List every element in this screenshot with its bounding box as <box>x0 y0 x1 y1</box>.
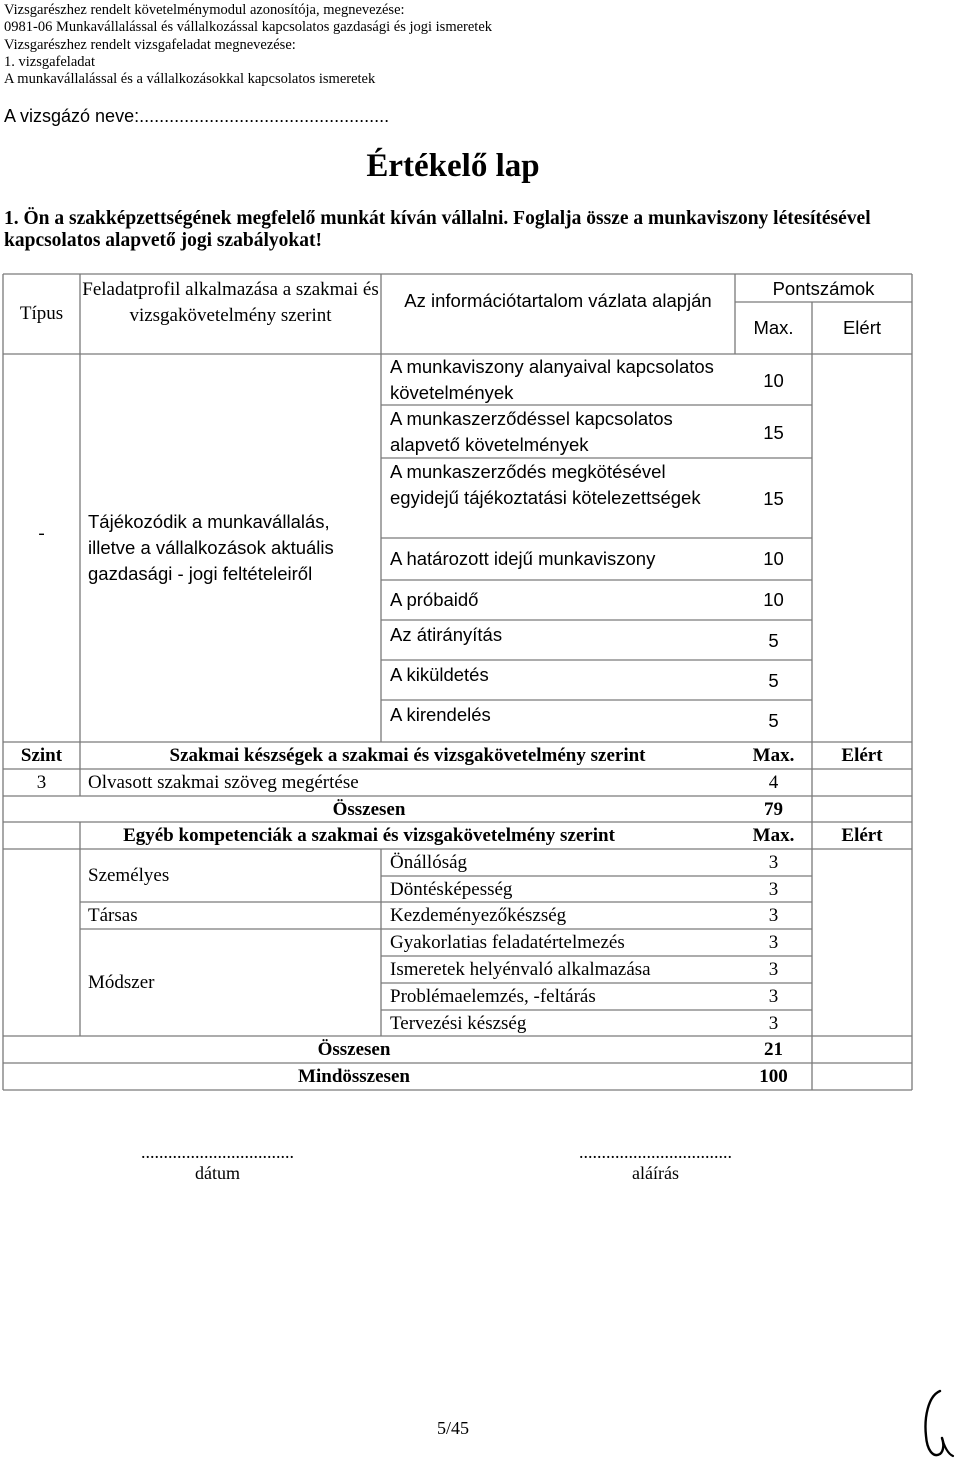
column-header-profile: Feladatprofil alkalmazása a szakmai és vizsgakövetelmény szerint <box>82 279 379 326</box>
info-row-label: A határozott idejű munkaviszony <box>390 548 656 569</box>
competencies-heading: Egyéb kompetenciák a szakmai és vizsgakövetelmény szerint <box>123 825 615 846</box>
column-header-max: Max. <box>753 317 794 338</box>
skills-level-header: Szint <box>20 745 63 766</box>
competencies-total-label: Összesen <box>317 1039 391 1060</box>
task-description: 1. Ön a szakképzettségének megfelelő munkát kíván vállalni. Foglalja össze a munkaviszony létesítésével kapcsolatos alapvető jogi szabályokat! <box>4 208 871 251</box>
info-row-max: 10 <box>763 589 784 610</box>
competency-item: Önállóság <box>390 852 468 873</box>
column-header-info: Az információtartalom vázlata alapján <box>404 290 712 311</box>
skills-item-max: 4 <box>768 772 779 793</box>
header-line: Vizsgarészhez rendelt vizsgafeladat megnevezése: <box>4 36 296 53</box>
info-row-max: 15 <box>763 422 784 443</box>
competency-item: Gyakorlatias feladatértelmezés <box>390 932 625 953</box>
skills-item: Olvasott szakmai szöveg megértése <box>88 772 359 793</box>
competency-item: Kezdeményezőkészség <box>390 905 567 926</box>
info-row-max: 5 <box>768 710 779 731</box>
signature-label: aláírás <box>632 1163 679 1183</box>
competency-item-max: 3 <box>768 879 779 900</box>
info-row-max: 5 <box>768 630 779 651</box>
grand-total-label: Mindösszesen <box>298 1066 410 1087</box>
competency-item-max: 3 <box>768 1013 779 1034</box>
competency-item-max: 3 <box>768 852 779 873</box>
date-label: dátum <box>195 1163 240 1183</box>
competency-item-max: 3 <box>768 959 779 980</box>
signature-dots: .................................. <box>579 1142 732 1162</box>
competency-group-label: Társas <box>88 905 138 926</box>
skills-achieved-header: Elért <box>841 745 883 766</box>
info-row-label: A munkaszerződéssel kapcsolatos alapvető követelmények <box>390 408 673 455</box>
info-row-max: 10 <box>763 370 784 391</box>
competency-item-max: 3 <box>768 932 779 953</box>
skills-total-label: Összesen <box>332 799 406 820</box>
header-line: Vizsgarészhez rendelt követelménymodul azonosítója, megnevezése: <box>4 2 405 18</box>
competency-item: Tervezési készség <box>390 1013 527 1034</box>
skills-level: 3 <box>36 772 47 793</box>
competency-item: Ismeretek helyénvaló alkalmazása <box>390 959 651 980</box>
competency-item: Problémaelemzés, -feltárás <box>390 986 596 1007</box>
header-line: 1. vizsgafeladat <box>4 53 95 70</box>
info-row-label: A kirendelés <box>390 704 491 725</box>
info-row-label: Az átirányítás <box>390 624 503 645</box>
competency-item-max: 3 <box>768 986 779 1007</box>
competencies-max-header: Max. <box>752 825 795 846</box>
skills-total-max: 79 <box>764 799 783 820</box>
header-line: 0981-06 Munkavállalással és vállalkozással kapcsolatos gazdasági és jogi ismeretek <box>4 19 493 36</box>
skills-heading: Szakmai készségek a szakmai és vizsgakövetelmény szerint <box>169 745 646 766</box>
info-row-label: A kiküldetés <box>390 664 489 685</box>
competencies-achieved-header: Elért <box>841 825 883 846</box>
info-row-max: 10 <box>763 548 784 569</box>
column-header-points: Pontszámok <box>772 278 875 299</box>
info-row-label: A munkaviszony alanyaival kapcsolatos követelmények <box>390 356 714 403</box>
type-value: - <box>38 523 45 544</box>
competency-group-label: Személyes <box>88 865 170 886</box>
examinee-name-line: A vizsgázó neve:.................................................. <box>4 106 390 126</box>
competency-item: Döntésképesség <box>390 879 513 900</box>
date-dots: .................................. <box>141 1142 294 1162</box>
competencies-total-max: 21 <box>764 1039 783 1060</box>
info-row-label: A munkaszerződés megkötésével egyidejű tájékoztatási kötelezettségek <box>390 461 701 508</box>
column-header-type: Típus <box>19 303 64 324</box>
info-row-label: A próbaidő <box>390 589 479 610</box>
skills-max-header: Max. <box>752 745 795 766</box>
info-row-max: 15 <box>763 488 784 509</box>
page-title: Értékelő lap <box>366 148 540 184</box>
profile-value: Tájékozódik a munkavállalás, illetve a vállalkozások aktuális gazdasági - jogi feltételeiről <box>88 511 334 584</box>
grand-total-max: 100 <box>759 1066 788 1087</box>
column-header-achieved: Elért <box>842 317 882 338</box>
header-line: A munkavállalással és a vállalkozásokkal kapcsolatos ismeretek <box>4 71 376 88</box>
handwritten-signature <box>918 1388 956 1460</box>
info-row-max: 5 <box>768 670 779 691</box>
competency-group-label: Módszer <box>88 972 155 993</box>
page-number: 5/45 <box>436 1418 469 1438</box>
competency-item-max: 3 <box>768 905 779 926</box>
